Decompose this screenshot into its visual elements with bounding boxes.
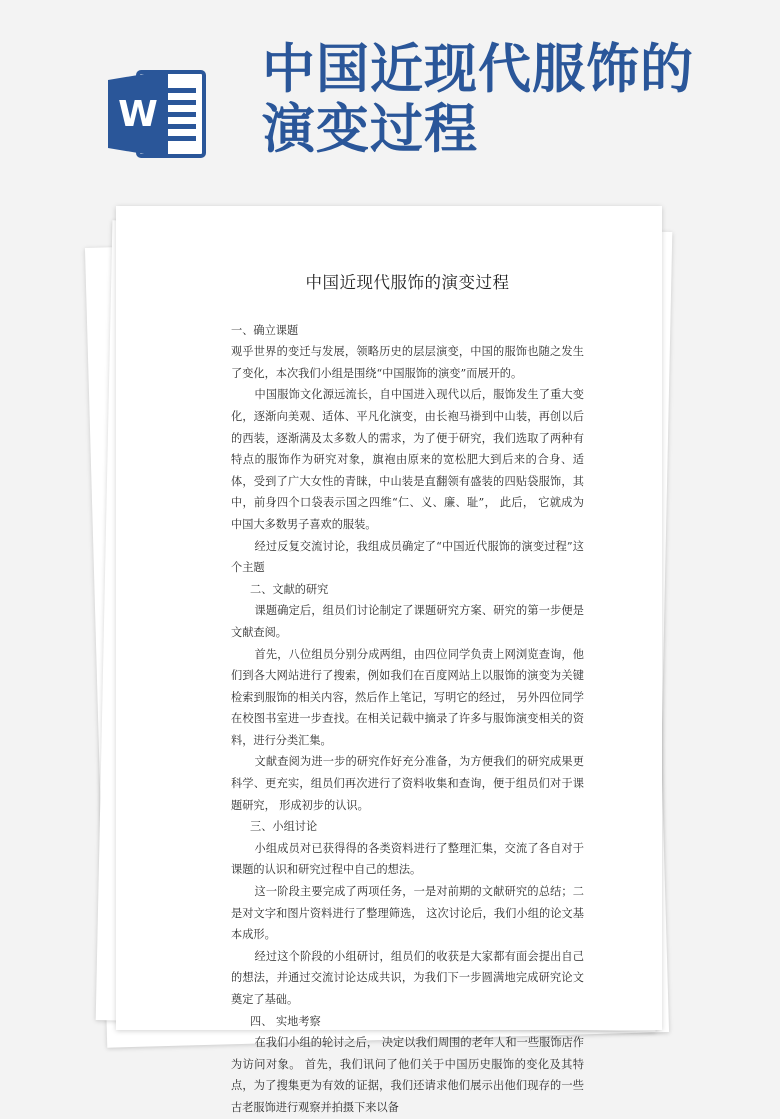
body-paragraph: 在我们小组的轮讨之后， 决定以我们周围的老年人和一些服饰店作为访问对象。 首先，我们讯问了他们关于中国历史服饰的变化及其特点，为了搜集更为有效的证据，我们还请求他们展示出他们现存的一些古老服饰进行观察并拍摄下来以备 xyxy=(231,1036,584,1114)
body-paragraph: 文献查阅为进一步的研究作好充分准备，为方便我们的研究成果更科学、更充实，组员们再次进行了资料收集和查询，便于组员们对于课题研究， 形成初步的认识。 xyxy=(231,755,584,812)
word-logo-icon xyxy=(108,66,208,162)
body-paragraph: 小组成员对已获得得的各类资料进行了整理汇集，交流了各自对于课题的认识和研究过程中自己的想法。 xyxy=(231,841,584,877)
body-paragraph: 课题确定后，组员们讨论制定了课题研究方案、研究的第一步便是文献查阅。 xyxy=(231,604,584,639)
word-logo-letter: W xyxy=(118,94,158,135)
banner-title xyxy=(262,40,762,160)
section-heading: 二、文献的研究 xyxy=(250,582,329,596)
body-paragraph: 中国服饰文化源远流长，自中国进入现代以后，服饰发生了重大变化，逐渐向美观、适体、平凡化演变，由长袍马褂到中山装，再创以后的西装，逐渐满及太多数人的需求，为了便于研究，我们选取了两种有特点的服饰作为研究对象，旗袍由原来的宽松肥大到后来的合身、适体，受到了广大女性的青睐，中山装是直翻领有盛装的四贴袋服饰，其中，前身四个口袋表示国之四维“仁、义、廉、耻”， 此后， 它就成为中国大多数男子喜欢的服装。 xyxy=(231,388,584,531)
body-paragraph: 经过这个阶段的小组研讨，组员们的收获是大家都有面会提出自己的想法，并通过交流讨论达成共识，为我们下一步圆满地完成研究论文奠定了基础。 xyxy=(231,949,584,1006)
document-title: 中国近现代服饰的演变过程 xyxy=(305,273,510,292)
section-heading: 四、 实地考察 xyxy=(250,1014,321,1028)
section-heading: 三、小组讨论 xyxy=(250,820,318,834)
document-paragraphs xyxy=(231,320,584,1119)
body-paragraph: 观乎世界的变迁与发展，领略历史的层层演变，中国的服饰也随之发生了变化，本次我们小组是围绕“中国服饰的演变”而展开的。 xyxy=(231,345,584,380)
body-paragraph: 经过反复交流讨论，我组成员确定了“中国近代服饰的演变过程”这个主题 xyxy=(231,539,584,575)
body-paragraph: 这一阶段主要完成了两项任务，一是对前期的文献研究的总结；二是对文字和图片资料进行了整理筛选， 这次讨论后，我们小组的论文基本成形。 xyxy=(231,885,584,942)
document-body xyxy=(116,206,662,1114)
banner-title-line2: 演变过程 xyxy=(262,99,478,160)
body-paragraph: 首先，八位组员分别分成两组，由四位同学负责上网浏览查询，他们到各大网站进行了搜索，例如我们在百度网站上以服饰的演变为关键检索到服饰的相关内容，然后作上笔记，写明它的经过， 另外四位同学在校图书室进一步查找。在相关记载中摘录了许多与服饰演变相关的资料，进行分类汇集。 xyxy=(231,647,584,747)
banner-title-line1: 中国近现代服饰的 xyxy=(262,39,694,100)
section-heading: 一、确立课题 xyxy=(231,323,299,337)
